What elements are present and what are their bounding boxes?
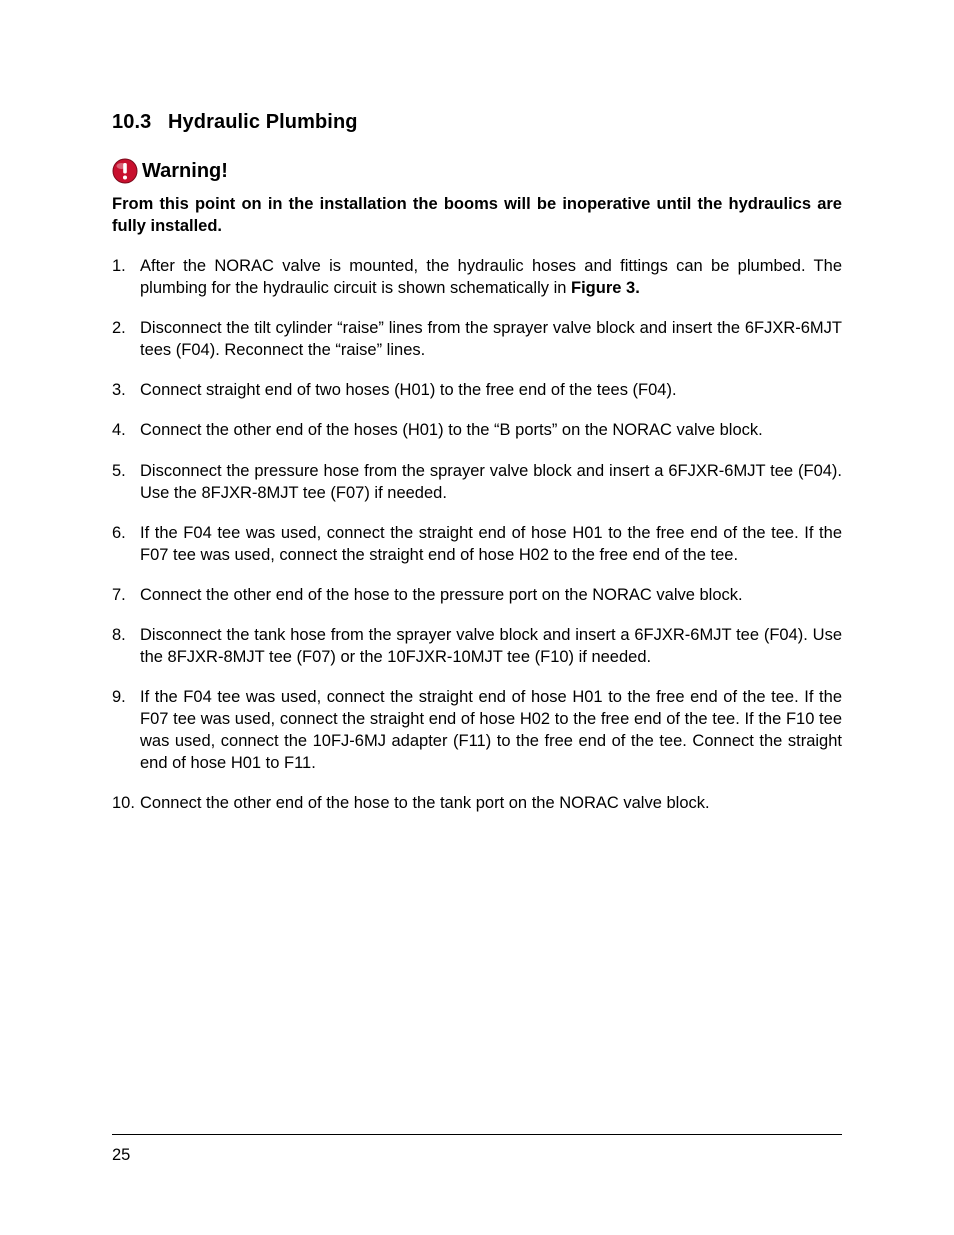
step-number: 10. <box>112 794 135 813</box>
step-item <box>112 318 842 362</box>
step-text: Connect straight end of two hoses (H01) to the free end of the tees (F04). <box>140 381 677 400</box>
step-number: 1. <box>112 257 126 275</box>
step-text-body: After the NORAC valve is mounted, the hydraulic hoses and fittings can be plumbed. The plumbing for the hydraulic circuit is shown schematically in <box>140 257 842 297</box>
warning-text: From this point on in the installation the booms will be inoperative until the hydraulics are fully installed. <box>112 195 842 235</box>
step-item <box>112 523 842 567</box>
step-number: 8. <box>112 626 126 645</box>
section-heading <box>112 111 358 134</box>
exclamation-circle-icon <box>112 158 138 184</box>
step-text: Connect the other end of the hose to the pressure port on the NORAC valve block. <box>140 585 743 604</box>
step-number: 6. <box>112 523 126 542</box>
step-text: Disconnect the tilt cylinder “raise” lines from the sprayer valve block and insert the 6FJXR-6MJT tees (F04). Reconnect the “raise” lines. <box>140 319 842 359</box>
section-title: Hydraulic Plumbing <box>168 111 358 133</box>
step-item <box>112 793 842 815</box>
step-item <box>112 625 842 669</box>
section-number: 10.3 <box>112 111 152 133</box>
step-text: Disconnect the tank hose from the sprayer valve block and insert a 6FJXR-6MJT tee (F04). Use the 8FJXR-8MJT tee (F07) or the 10FJXR-10MJT tee (F10) if needed. <box>140 626 842 667</box>
step-number: 5. <box>112 461 126 480</box>
step-item <box>112 420 842 442</box>
step-item <box>112 461 842 505</box>
step-text: If the F04 tee was used, connect the straight end of hose H01 to the free end of the tee. If the F07 tee was used, connect the straight end of hose H02 to the free end of the tee. If the F10 tee was used, connect the 10FJ-6MJ adapter (F11) to the free end of the tee. Connect the straight end of hose H01 to F11. <box>140 688 842 772</box>
step-number: 3. <box>112 381 126 400</box>
installation-steps <box>112 256 842 833</box>
step-text: If the F04 tee was used, connect the straight end of hose H01 to the free end of the tee. If the F07 tee was used, connect the straight end of hose H02 to the free end of the tee. <box>140 523 842 564</box>
step-item <box>112 256 842 300</box>
step-item <box>112 380 842 402</box>
step-number: 4. <box>112 421 126 440</box>
step-number: 7. <box>112 585 126 604</box>
document-page <box>112 0 842 1235</box>
step-number: 9. <box>112 688 126 707</box>
step-text: Disconnect the pressure hose from the sprayer valve block and insert a 6FJXR-6MJT tee (F04). Use the 8FJXR-8MJT tee (F07) if needed. <box>140 461 842 502</box>
step-item <box>112 585 842 607</box>
warning-header <box>112 157 228 185</box>
page-number: 25 <box>112 1146 131 1164</box>
step-text <box>140 256 842 300</box>
figure-reference: Figure 3. <box>571 278 640 297</box>
step-text: Connect the other end of the hoses (H01) to the “B ports” on the NORAC valve block. <box>140 421 763 440</box>
warning-label: Warning! <box>142 160 228 182</box>
step-text: Connect the other end of the hose to the tank port on the NORAC valve block. <box>140 794 710 813</box>
step-number: 2. <box>112 319 126 338</box>
step-item <box>112 687 842 774</box>
footer-divider <box>112 1134 842 1135</box>
